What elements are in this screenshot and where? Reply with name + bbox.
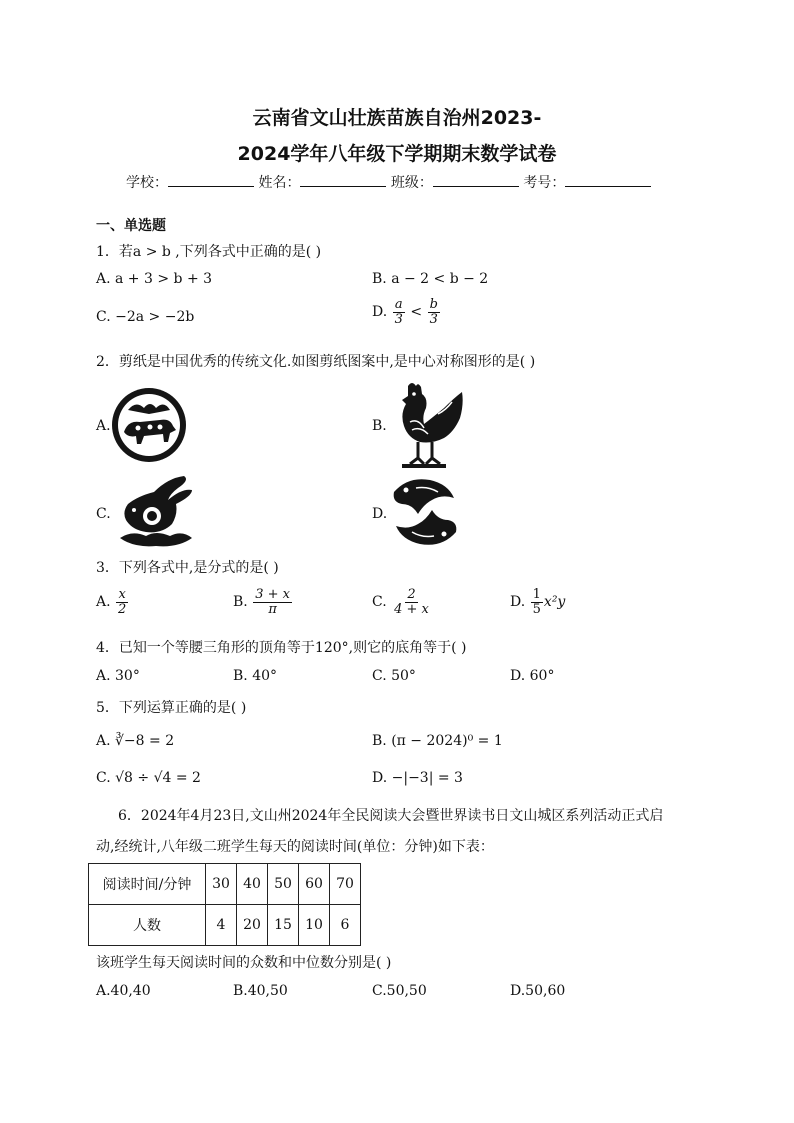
- title-line-1: 云南省文山壮族苗族自治州2023-: [252, 107, 542, 129]
- q3-a-fraction: [116, 588, 128, 616]
- q3-d-tail: x²y: [543, 594, 566, 611]
- table-cell: 60: [299, 864, 330, 905]
- q1-d-right-den: 3: [429, 311, 438, 327]
- q3-c-fraction: [392, 588, 431, 616]
- q3-b-fraction: [253, 588, 292, 616]
- q1-d-prefix: D.: [372, 304, 388, 321]
- q3-b-den: π: [268, 601, 277, 617]
- reading-time-table: [88, 863, 361, 946]
- q1-stem: 1．若a > b ,下列各式中正确的是( ): [96, 244, 322, 260]
- table-cell: 50: [268, 864, 299, 905]
- q6-option-d: D.50,60: [510, 983, 566, 999]
- q3-a-prefix: A.: [96, 594, 111, 611]
- q6-question: 该班学生每天阅读时间的众数和中位数分别是( ): [96, 955, 392, 971]
- q5-option-b: B. (π − 2024)⁰ = 1: [372, 733, 503, 749]
- table-row: [89, 905, 361, 946]
- table-cell: 4: [206, 905, 237, 946]
- name-label: 姓名：: [258, 175, 301, 191]
- q3-stem: 3．下列各式中,是分式的是( ): [96, 560, 279, 576]
- q1-d-left-den: 3: [394, 311, 403, 327]
- school-blank: [168, 172, 254, 187]
- section-title: 一、单选题: [96, 218, 166, 234]
- q2-stem: 2．剪纸是中国优秀的传统文化.如图剪纸图案中,是中心对称图形的是( ): [96, 354, 536, 370]
- exam-number-blank: [565, 172, 651, 187]
- q6-option-c: C.50,50: [372, 983, 427, 999]
- table-cell: 30: [206, 864, 237, 905]
- q3-b-num: 3 + x: [255, 587, 290, 602]
- table-cell: 15: [268, 905, 299, 946]
- class-blank: [433, 172, 519, 187]
- rooster-papercut-image: [388, 378, 470, 470]
- q2-option-a-label: A.: [96, 418, 111, 434]
- table-cell: 70: [330, 864, 361, 905]
- school-label: 学校：: [126, 175, 168, 191]
- q4-stem: 4．已知一个等腰三角形的顶角等于120°,则它的底角等于( ): [96, 640, 467, 656]
- q1-option-a: A. a + 3 > b + 3: [96, 271, 213, 287]
- q3-c-prefix: C.: [372, 594, 387, 611]
- rabbit-papercut-image: [112, 474, 198, 554]
- title-line-2: 2024学年八年级下学期期末数学试卷: [237, 143, 557, 165]
- table-cell: 20: [237, 905, 268, 946]
- q6-option-b: B.40,50: [233, 983, 288, 999]
- table-cell: 6: [330, 905, 361, 946]
- q6-option-a: A.40,40: [96, 983, 151, 999]
- q3-c-num: 2: [407, 587, 416, 602]
- q1-option-c: C. −2a > −2b: [96, 309, 195, 325]
- q3-a-den: 2: [118, 601, 127, 617]
- q4-option-a: A. 30°: [96, 668, 140, 684]
- table-header-cell: 人数: [89, 905, 206, 946]
- table-header-cell: 阅读时间/分钟: [89, 864, 206, 905]
- q5-stem: 5．下列运算正确的是( ): [96, 700, 247, 716]
- q1-d-right-fraction: [428, 298, 440, 326]
- name-blank: [300, 172, 386, 187]
- q1-option-d: [372, 298, 441, 326]
- q4-option-b: B. 40°: [233, 668, 278, 684]
- ox-papercut-image: [110, 386, 188, 464]
- q4-option-c: C. 50°: [372, 668, 416, 684]
- q3-d-den: 5: [532, 601, 541, 617]
- table-row: [89, 864, 361, 905]
- q1-d-left-fraction: [393, 298, 405, 326]
- table-cell: 10: [299, 905, 330, 946]
- q2-option-c-label: C.: [96, 506, 111, 522]
- q3-option-c: [372, 588, 432, 616]
- q5-option-a: A. ∛−8 = 2: [96, 733, 175, 749]
- fish-papercut-image: [388, 474, 462, 550]
- class-label: 班级：: [390, 175, 433, 191]
- q3-d-num: 1: [532, 587, 541, 602]
- q1-option-b: B. a − 2 < b − 2: [372, 271, 489, 287]
- q3-option-b: [233, 588, 293, 616]
- q2-option-b-label: B.: [372, 418, 387, 434]
- q3-option-d: [510, 588, 565, 616]
- exam-number-label: 考号：: [523, 175, 566, 191]
- q1-d-left-num: a: [394, 297, 403, 312]
- q3-a-num: x: [118, 587, 126, 602]
- q1-d-right-num: b: [429, 297, 438, 312]
- info-fields: [126, 172, 651, 192]
- q3-d-prefix: D.: [510, 594, 526, 611]
- q2-option-d-label: D.: [372, 506, 388, 522]
- q6-stem-line-1: 6．2024年4月23日,文山州2024年全民阅读大会暨世界读书日文山城区系列活动正式启: [118, 808, 664, 824]
- q3-d-fraction: [531, 588, 543, 616]
- q5-option-d: D. −|−3| = 3: [372, 770, 463, 786]
- q1-d-op: <: [410, 304, 423, 321]
- q3-option-a: [96, 588, 129, 616]
- q4-option-d: D. 60°: [510, 668, 555, 684]
- table-cell: 40: [237, 864, 268, 905]
- q6-stem-line-2: 动,经统计,八年级二班学生每天的阅读时间(单位：分钟)如下表：: [96, 839, 494, 855]
- q3-b-prefix: B.: [233, 594, 248, 611]
- q3-c-den: 4 + x: [394, 601, 429, 617]
- q5-option-c: C. √8 ÷ √4 = 2: [96, 770, 201, 786]
